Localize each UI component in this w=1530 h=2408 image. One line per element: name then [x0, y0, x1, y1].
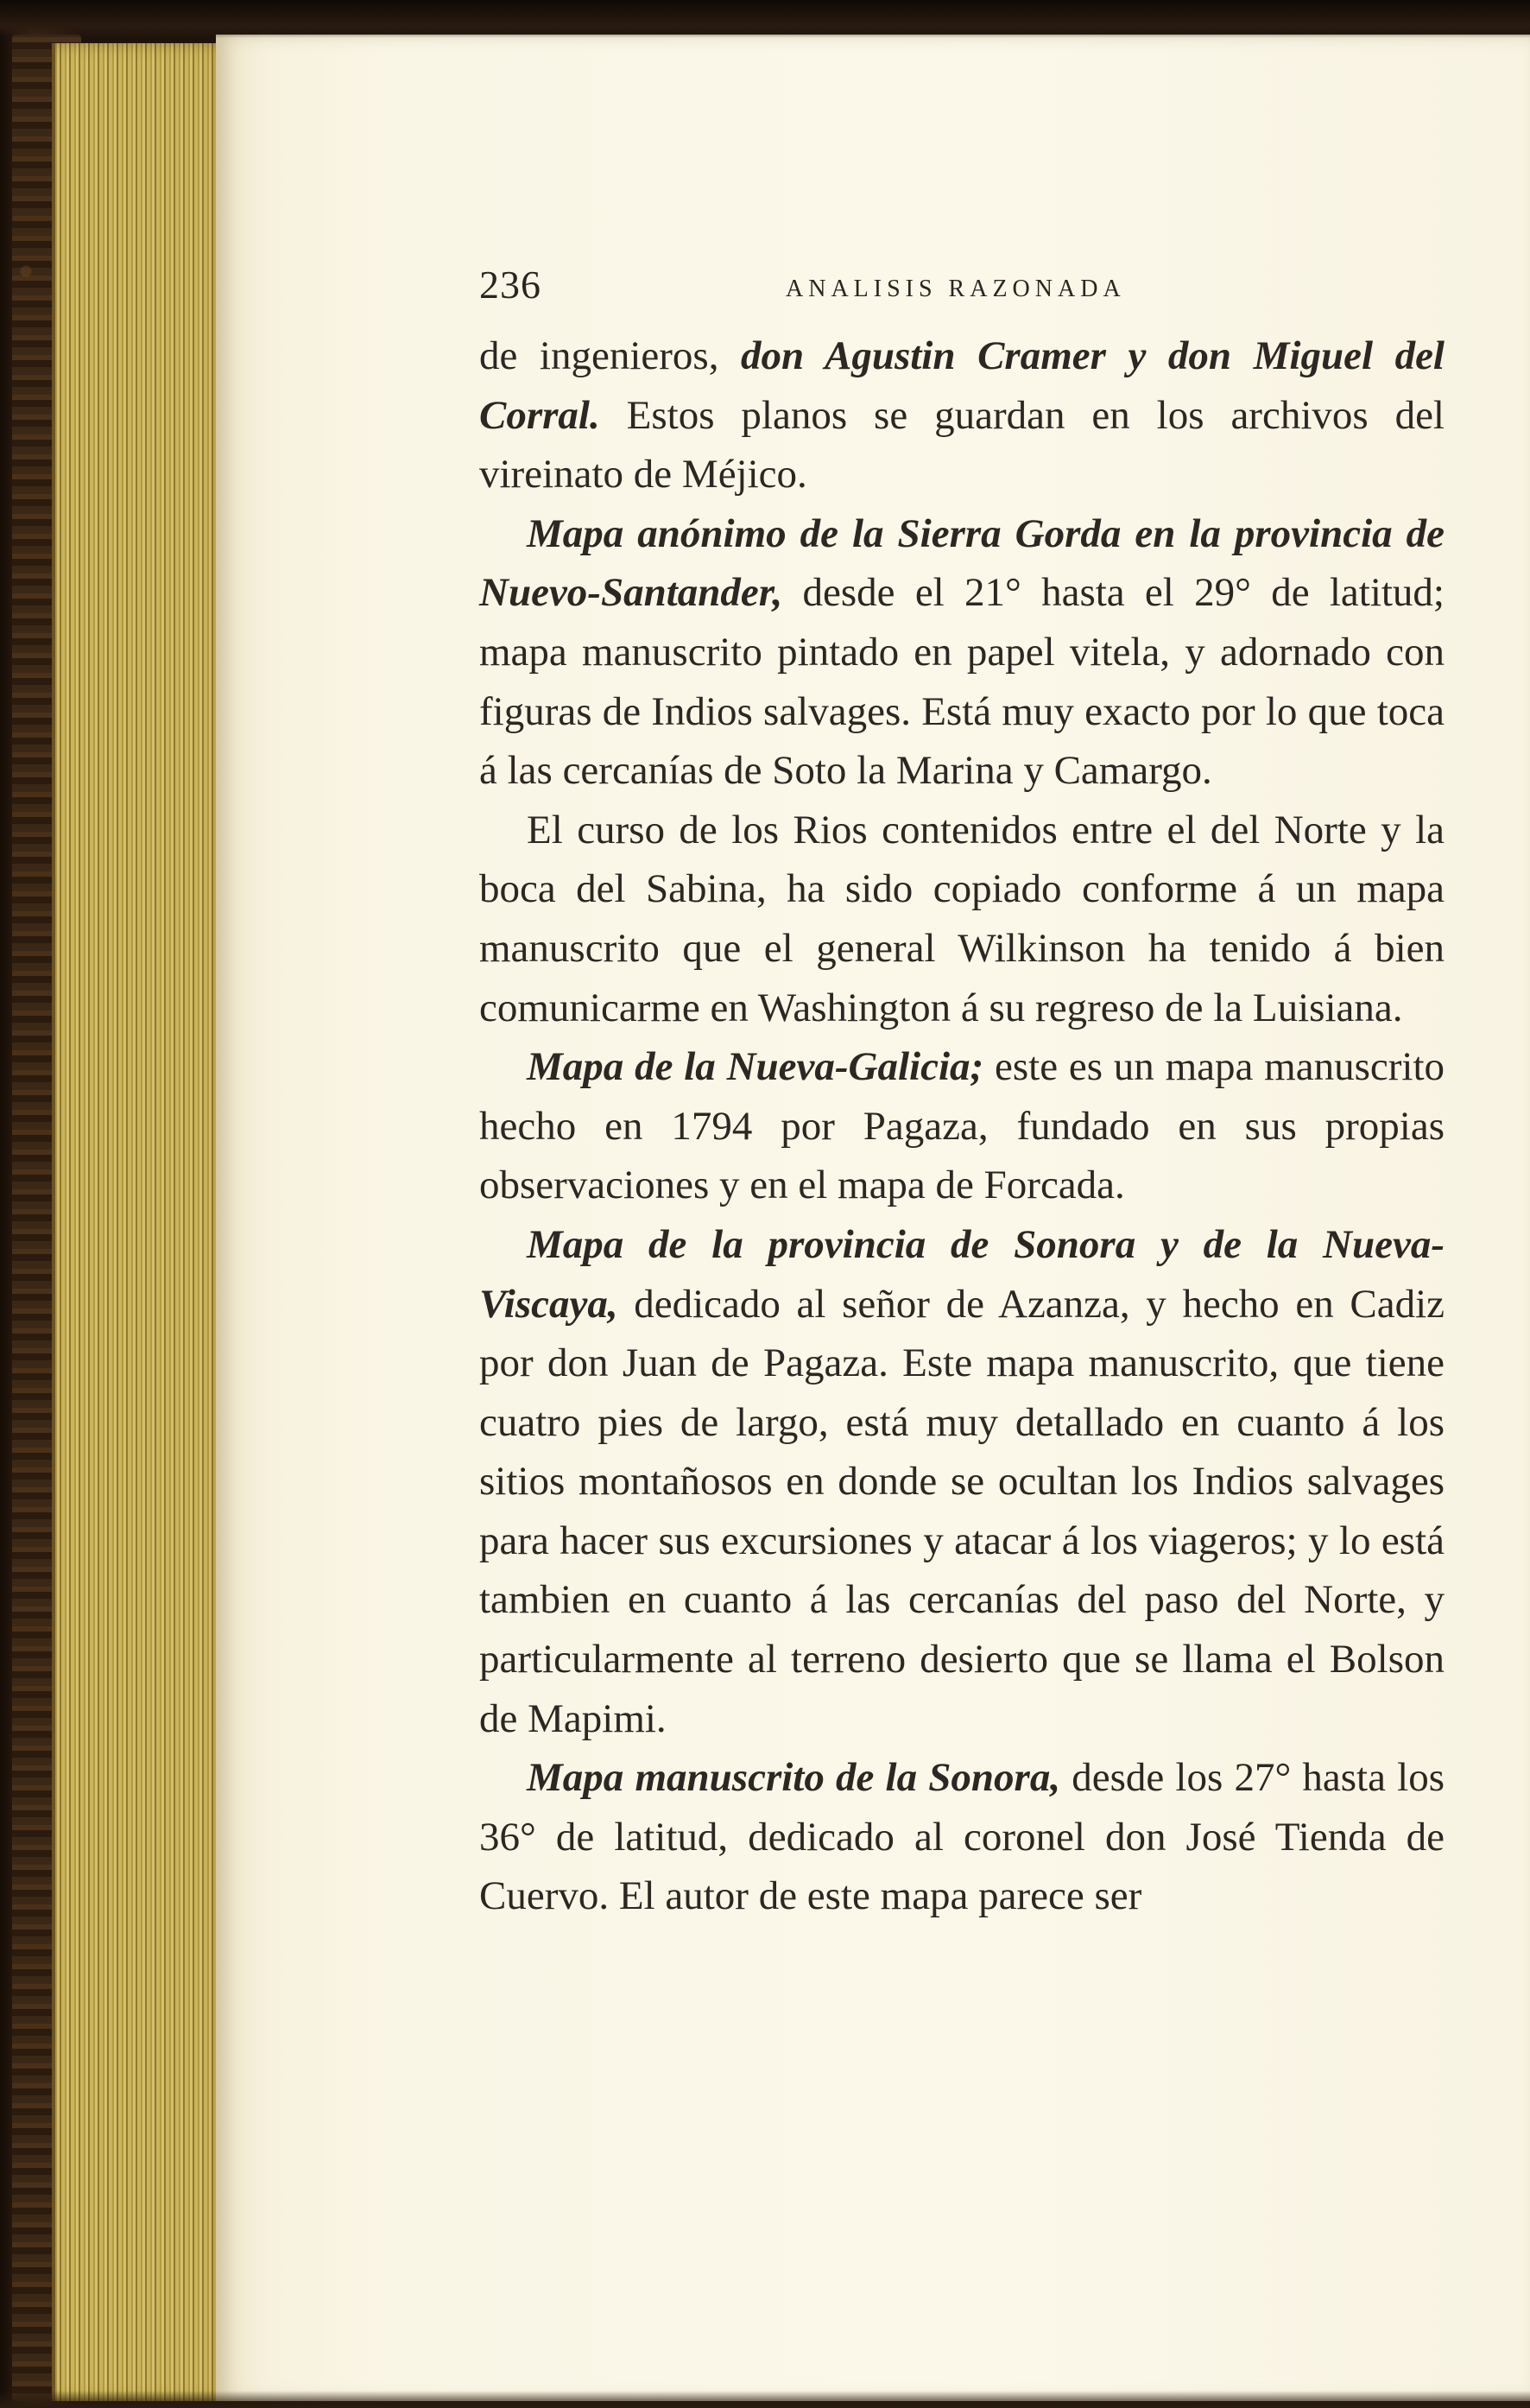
paragraph-italic: Mapa de la Nueva-Galicia; — [527, 1044, 984, 1090]
paragraph-italic: Mapa manuscrito de la Sonora, — [527, 1755, 1061, 1801]
paragraph-italic: Mapa de la provincia de Sonora y de la Nueva-Viscaya, — [479, 1221, 1445, 1327]
paragraph — [479, 1037, 1445, 1215]
paragraph — [479, 1215, 1445, 1748]
bottom-shadow — [0, 2391, 1530, 2408]
paragraph-lead: de ingenieros, — [479, 333, 742, 378]
page-number: 236 — [479, 263, 541, 307]
page-header — [479, 262, 1446, 314]
paragraph-italic: Mapa anónimo de la Sierra Gorda en la provincia de Nuevo-Santander, — [479, 510, 1445, 616]
paragraph-text: Estos planos se guardan en los archivos del vireinato de Méjico. — [479, 392, 1445, 497]
paragraph-text: este es un mapa manuscrito hecho en 1794 por Pagaza, fundado en sus propias observaciones y en el mapa de Forcada. — [479, 1044, 1445, 1208]
top-shadow — [0, 0, 1530, 38]
gilt-page-edges — [52, 43, 228, 2401]
paragraph-text: El curso de los Rios contenidos entre el del Norte y la boca del Sabina, ha sido copiado conforme á un mapa manuscrito que el general Wilkinson ha tenido á bien comunicarme en Washington á su regreso de la Luisiana. — [479, 807, 1445, 1030]
paragraph-text: desde el 21° hasta el 29° de latitud; mapa manuscrito pintado en papel vitela, y adornado con figuras de Indios salvages. Está muy exacto por lo que toca á las cercanías de Soto la Marina y Camargo. — [479, 570, 1445, 794]
paragraph — [479, 801, 1445, 1037]
paragraph-text: desde los 27° hasta los 36° de latitud, dedicado al coronel don José Tienda de Cuervo. El autor de este mapa parece ser — [479, 1755, 1445, 1919]
paragraph — [479, 504, 1445, 801]
paragraph-text: dedicado al señor de Azanza, y hecho en Cadiz por don Juan de Pagaza. Este mapa manuscrito, que tiene cuatro pies de largo, está muy detallado en cuanto á los sitios montañosos en donde se ocultan los Indios salvages para hacer sus excursiones y atacar á los viageros; y lo está tambien en cuanto á las cercanías del paso del Norte, y particularmente al terreno desierto que se llama el Bolson de Mapimi. — [479, 1281, 1445, 1741]
paragraph — [479, 326, 1445, 504]
paragraph — [479, 1748, 1445, 1926]
paragraph-italic: don Agustin Cramer y don Miguel del Corral. — [479, 333, 1445, 438]
body-text — [479, 326, 1445, 1926]
running-head: ANALISIS RAZONADA — [786, 276, 1126, 302]
